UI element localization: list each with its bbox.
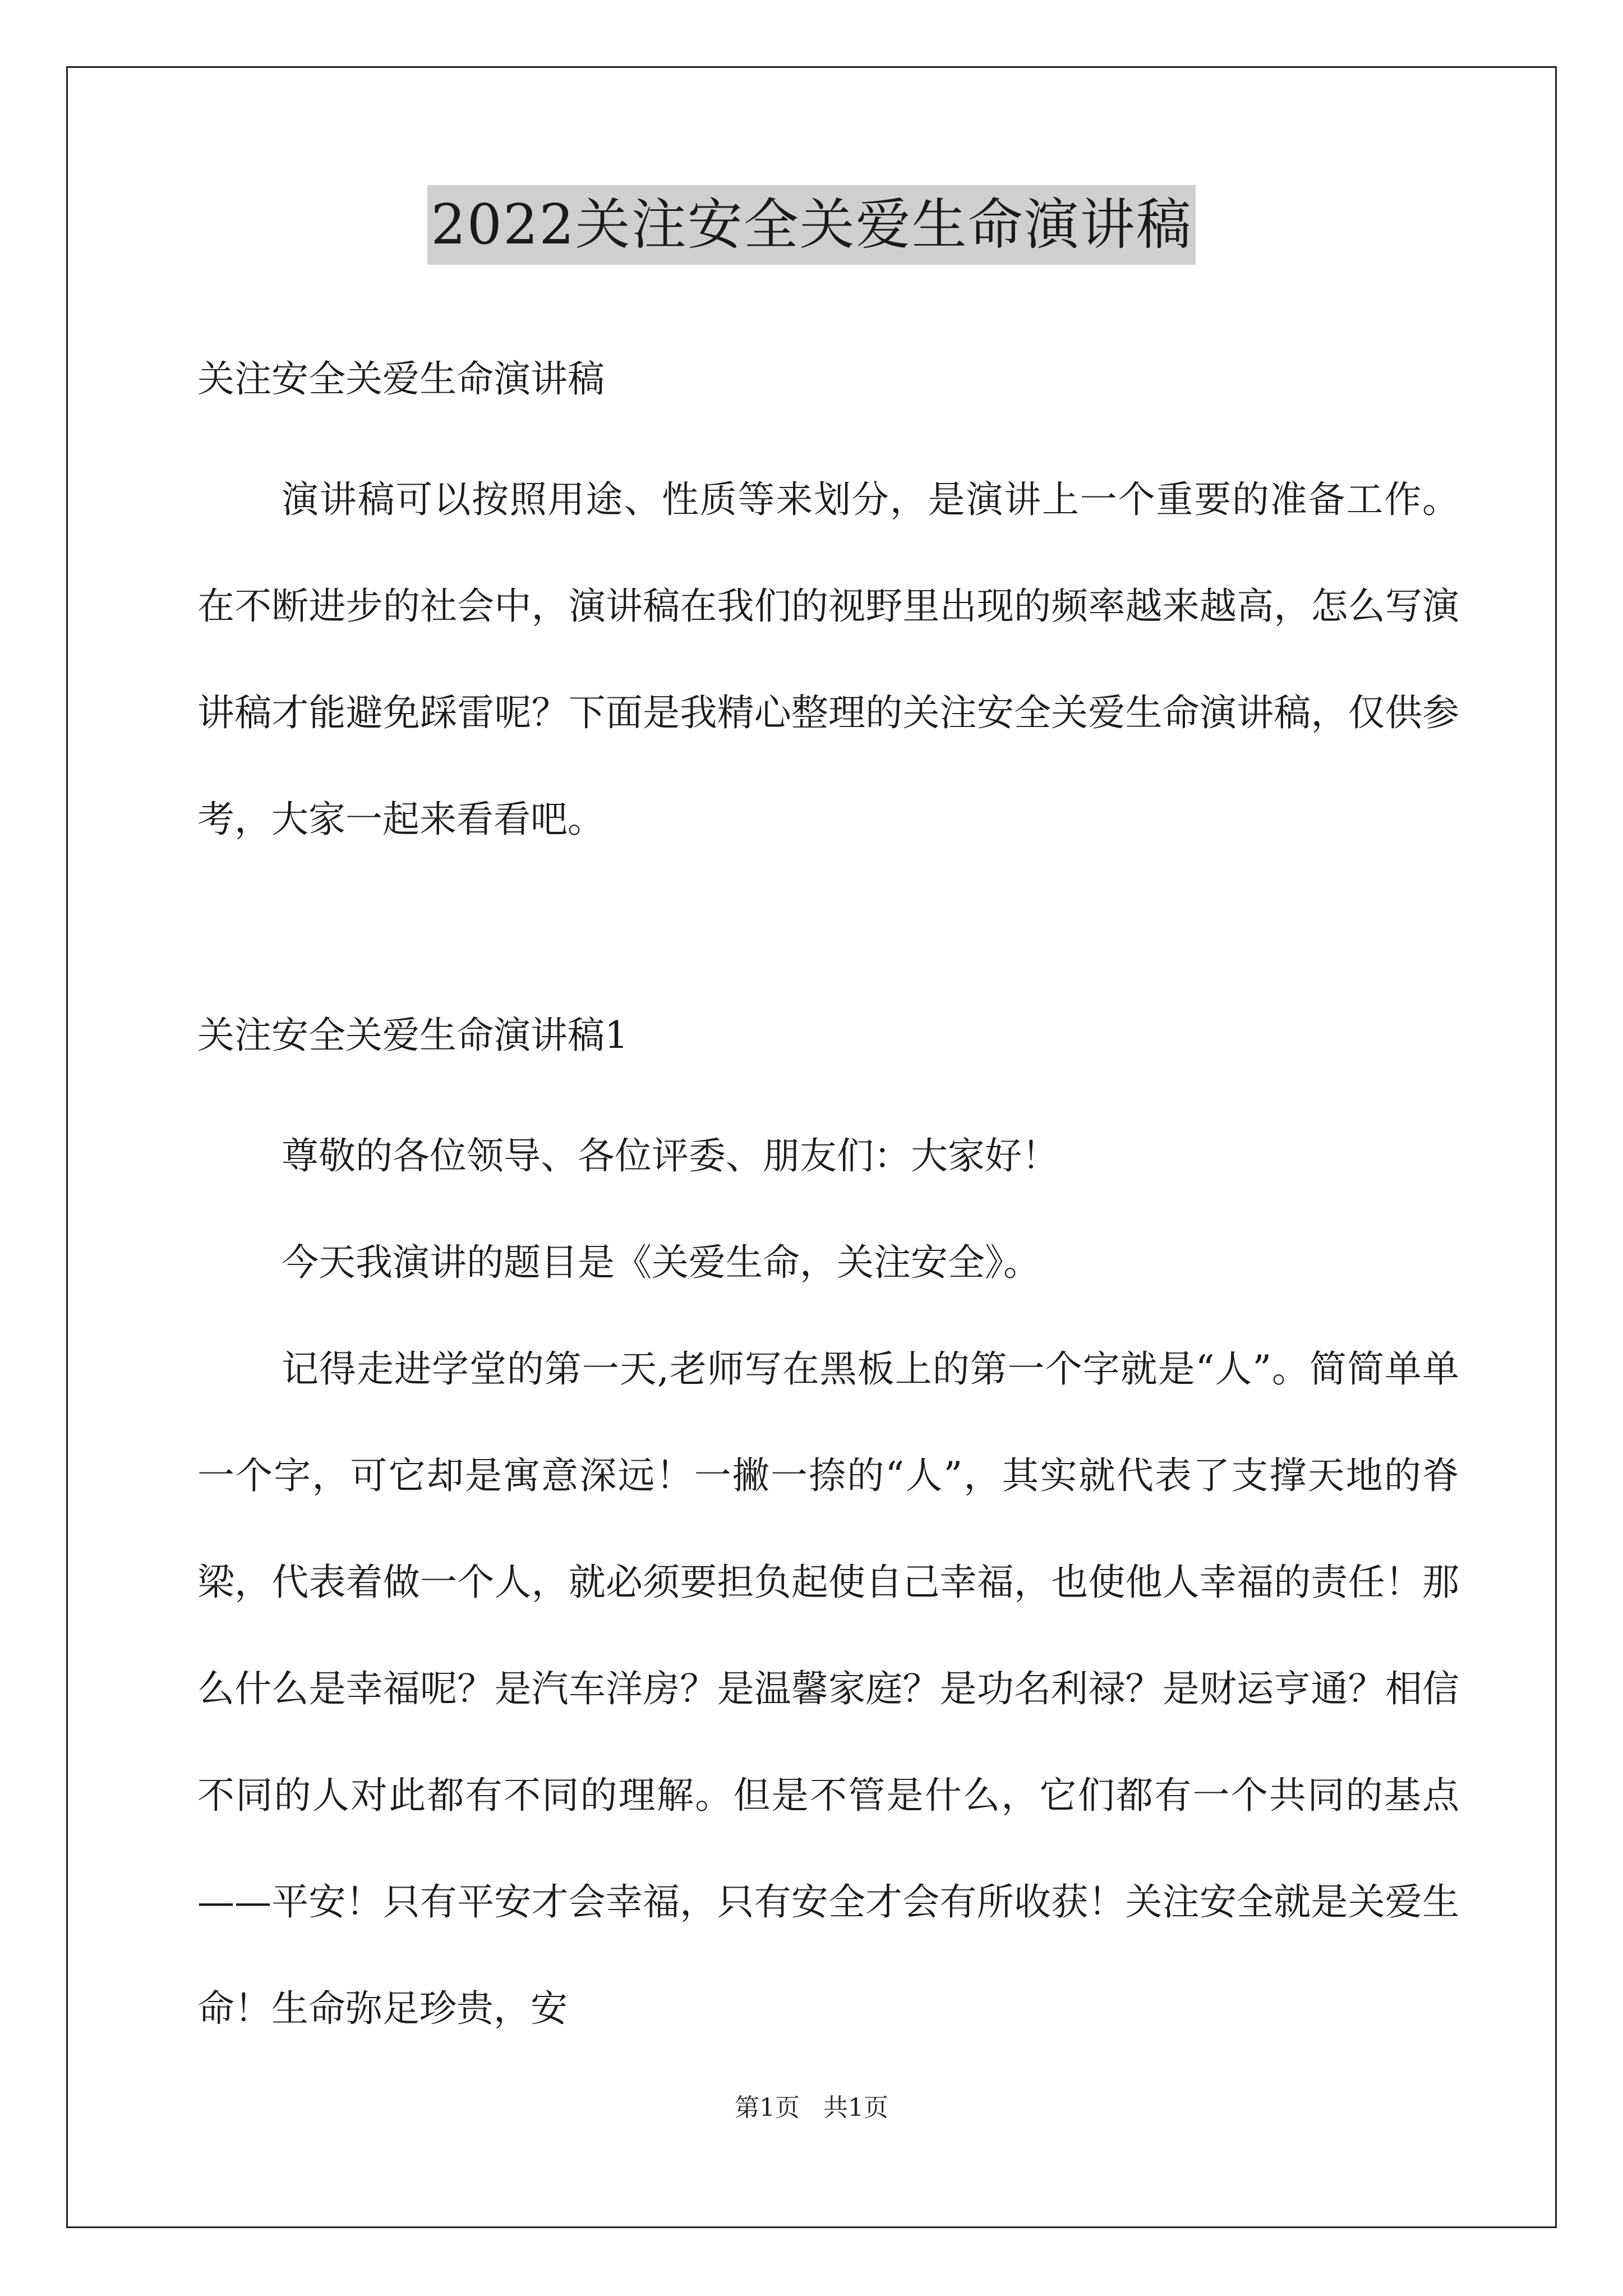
intro-heading: 关注安全关爱生命演讲稿 xyxy=(197,357,605,401)
section1-paragraph: 今天我演讲的题目是《关爱生命，关注安全》。 xyxy=(282,1241,1040,1284)
spacer xyxy=(197,413,1459,447)
page-number-total: 共1页 xyxy=(823,2093,888,2122)
section1-paragraph: 尊敬的各位领导、各位评委、朋友们：大家好！ xyxy=(282,1134,1059,1177)
section1-paragraph: 记得走进学堂的第一天,老师写在黑板上的第一个字就是“人”。简简单单一个字，可它却是寓意深远！一撇一捺的“人”，其实就代表了支撑天地的脊梁，代表着做一个人，就必须要担负起使自己幸福，也使他人幸福的责任！那么什么是幸福呢？是汽车洋房？是温馨家庭？是功名利禄？是财运亨通？相信不同的人对此都有不同的理解。但是不管是什么，它们都有一个共同的基点——平安！只有平安才会幸福，只有安全才会有所收获！关注安全就是关爱生命！生命弥足珍贵，安 xyxy=(197,1347,1459,2030)
spacer xyxy=(197,873,1459,1002)
page-number-current: 第1页 xyxy=(735,2093,800,2122)
title-container xyxy=(0,185,1623,265)
spacer xyxy=(197,1069,1459,1103)
document-body xyxy=(197,346,1459,2062)
page-footer xyxy=(0,2091,1623,2125)
intro-paragraph: 演讲稿可以按照用途、性质等来划分，是演讲上一个重要的准备工作。在不断进步的社会中，演讲稿在我们的视野里出现的频率越来越高，怎么写演讲稿才能避免踩雷呢？下面是我精心整理的关注安全关爱生命演讲稿，仅供参考，大家一起来看看吧。 xyxy=(197,478,1459,841)
section1-heading: 关注安全关爱生命演讲稿1 xyxy=(197,1014,628,1057)
document-title: 2022关注安全关爱生命演讲稿 xyxy=(427,185,1195,265)
